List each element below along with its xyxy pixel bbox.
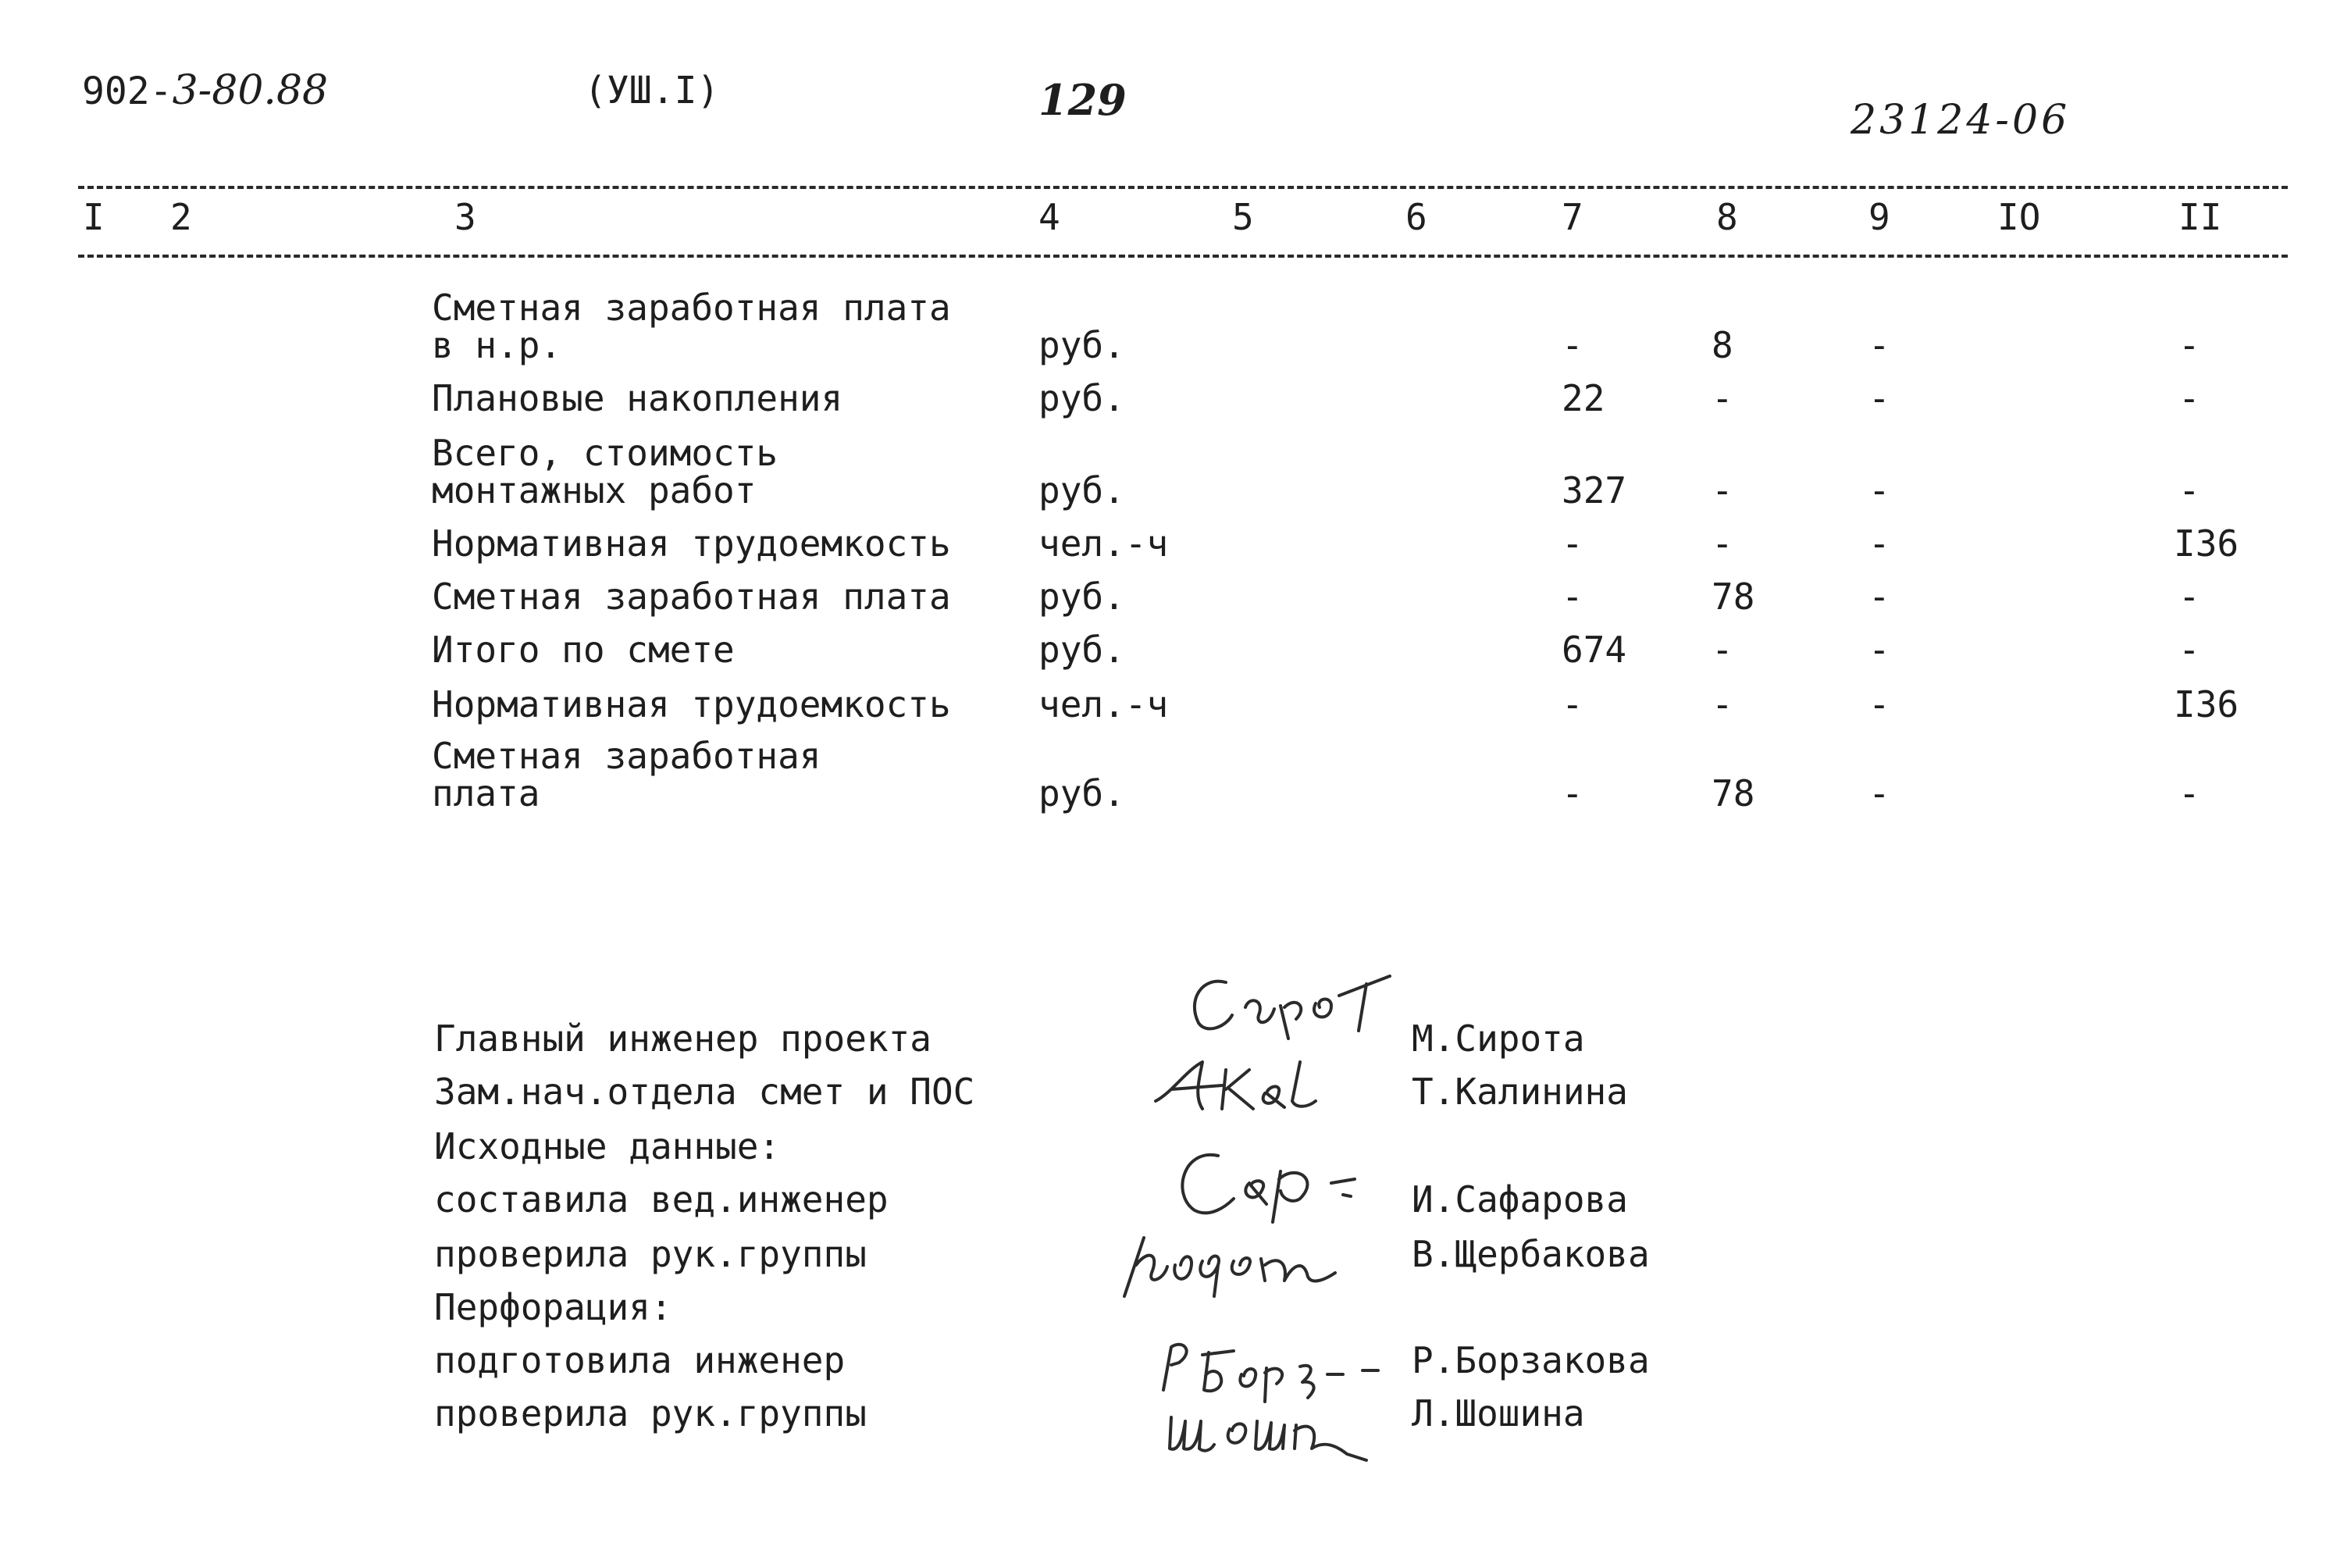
row-2-col7: 22 — [1562, 377, 1605, 419]
col-header-1: I — [83, 196, 105, 238]
row-6-col8: - — [1712, 629, 1733, 671]
name-safarova: И.Сафарова — [1412, 1178, 1628, 1221]
row-7-name: Нормативная трудоемкость — [432, 683, 951, 725]
name-kalinina: Т.Калинина — [1412, 1071, 1628, 1113]
role-deputy-head: Зам.нач.отдела смет и ПОС — [434, 1071, 975, 1113]
row-1-name-line-2: в н.р. — [432, 324, 562, 366]
row-4-col8: - — [1712, 522, 1733, 565]
row-8-col9: - — [1868, 772, 1890, 814]
col-header-7: 7 — [1562, 196, 1583, 238]
row-6-col11: - — [2178, 629, 2200, 671]
signature-sirota — [1171, 960, 1429, 1054]
row-3-col9: - — [1868, 469, 1890, 511]
doc-number-handwritten: 3-80.88 — [172, 67, 329, 114]
row-2-col8: - — [1712, 377, 1733, 419]
row-2-unit: руб. — [1038, 377, 1125, 419]
row-1-unit: руб. — [1038, 324, 1125, 366]
row-5-unit: руб. — [1038, 576, 1125, 618]
col-header-3: 3 — [454, 196, 476, 238]
album-label: (УШ.I) — [584, 69, 720, 112]
row-7-col8: - — [1712, 683, 1733, 725]
col-header-10: IO — [1997, 196, 2041, 238]
row-5-col9: - — [1868, 576, 1890, 618]
row-7-col9: - — [1868, 683, 1890, 725]
role-prepared-by: подготовила инженер — [434, 1339, 846, 1381]
signature-safarova — [1163, 1140, 1382, 1226]
row-8-name-line-2: плата — [432, 772, 540, 814]
row-3-name-line-2: монтажных работ — [432, 469, 757, 511]
name-borzakova: Р.Борзакова — [1412, 1339, 1650, 1381]
header-rule-top — [78, 186, 2288, 189]
row-2-col9: - — [1868, 377, 1890, 419]
name-shcherbakova: В.Щербакова — [1412, 1233, 1650, 1275]
col-header-11: II — [2178, 196, 2222, 238]
row-4-col9: - — [1868, 522, 1890, 565]
row-5-name: Сметная заработная плата — [432, 576, 951, 618]
signature-shoshina — [1156, 1382, 1390, 1468]
col-header-9: 9 — [1868, 196, 1890, 238]
row-5-col7: - — [1562, 576, 1583, 618]
role-source-data: Исходные данные: — [434, 1125, 781, 1167]
row-5-col8: 78 — [1712, 576, 1755, 618]
row-4-col7: - — [1562, 522, 1583, 565]
signature-shcherbakova — [1109, 1218, 1374, 1304]
row-4-name: Нормативная трудоемкость — [432, 522, 951, 565]
row-3-unit: руб. — [1038, 469, 1125, 511]
row-6-col9: - — [1868, 629, 1890, 671]
row-8-name-line-1: Сметная заработная — [432, 735, 821, 777]
row-8-unit: руб. — [1038, 772, 1125, 814]
row-4-col11: I36 — [2174, 522, 2239, 565]
col-header-2: 2 — [170, 196, 192, 238]
row-1-col8: 8 — [1712, 324, 1733, 366]
row-3-col7: 327 — [1562, 469, 1627, 511]
row-8-col11: - — [2178, 772, 2200, 814]
page-number: 129 — [1038, 75, 1127, 125]
row-7-unit: чел.-ч — [1038, 683, 1169, 725]
row-2-name: Плановые накопления — [432, 377, 843, 419]
row-1-name-line-1: Сметная заработная плата — [432, 287, 951, 329]
row-3-col11: - — [2178, 469, 2200, 511]
role-compiled-by: составила вед.инженер — [434, 1178, 889, 1221]
row-8-col7: - — [1562, 772, 1583, 814]
role-perforation: Перфорация: — [434, 1286, 672, 1328]
inventory-number: 23124-06 — [1851, 97, 2071, 144]
header-rule-bottom — [78, 255, 2288, 258]
row-4-unit: чел.-ч — [1038, 522, 1169, 565]
role-chief-engineer: Главный инженер проекта — [434, 1017, 931, 1060]
row-6-name: Итого по смете — [432, 629, 735, 671]
doc-number-prefix: 902- — [82, 69, 173, 113]
name-shoshina: Л.Шошина — [1412, 1392, 1585, 1434]
role-checked-by-1: проверила рук.группы — [434, 1233, 867, 1275]
name-sirota: М.Сирота — [1412, 1017, 1585, 1060]
row-8-col8: 78 — [1712, 772, 1755, 814]
col-header-4: 4 — [1038, 196, 1060, 238]
row-7-col7: - — [1562, 683, 1583, 725]
row-2-col11: - — [2178, 377, 2200, 419]
row-6-col7: 674 — [1562, 629, 1627, 671]
signature-kalinina — [1148, 1046, 1351, 1117]
role-checked-by-2: проверила рук.группы — [434, 1392, 867, 1434]
row-1-col11: - — [2178, 324, 2200, 366]
row-5-col11: - — [2178, 576, 2200, 618]
col-header-6: 6 — [1405, 196, 1427, 238]
row-7-col11: I36 — [2174, 683, 2239, 725]
row-6-unit: руб. — [1038, 629, 1125, 671]
row-3-name-line-1: Всего, стоимость — [432, 432, 778, 474]
col-header-8: 8 — [1716, 196, 1738, 238]
row-3-col8: - — [1712, 469, 1733, 511]
doc-number — [82, 67, 329, 114]
row-1-col7: - — [1562, 324, 1583, 366]
col-header-5: 5 — [1232, 196, 1254, 238]
row-1-col9: - — [1868, 324, 1890, 366]
